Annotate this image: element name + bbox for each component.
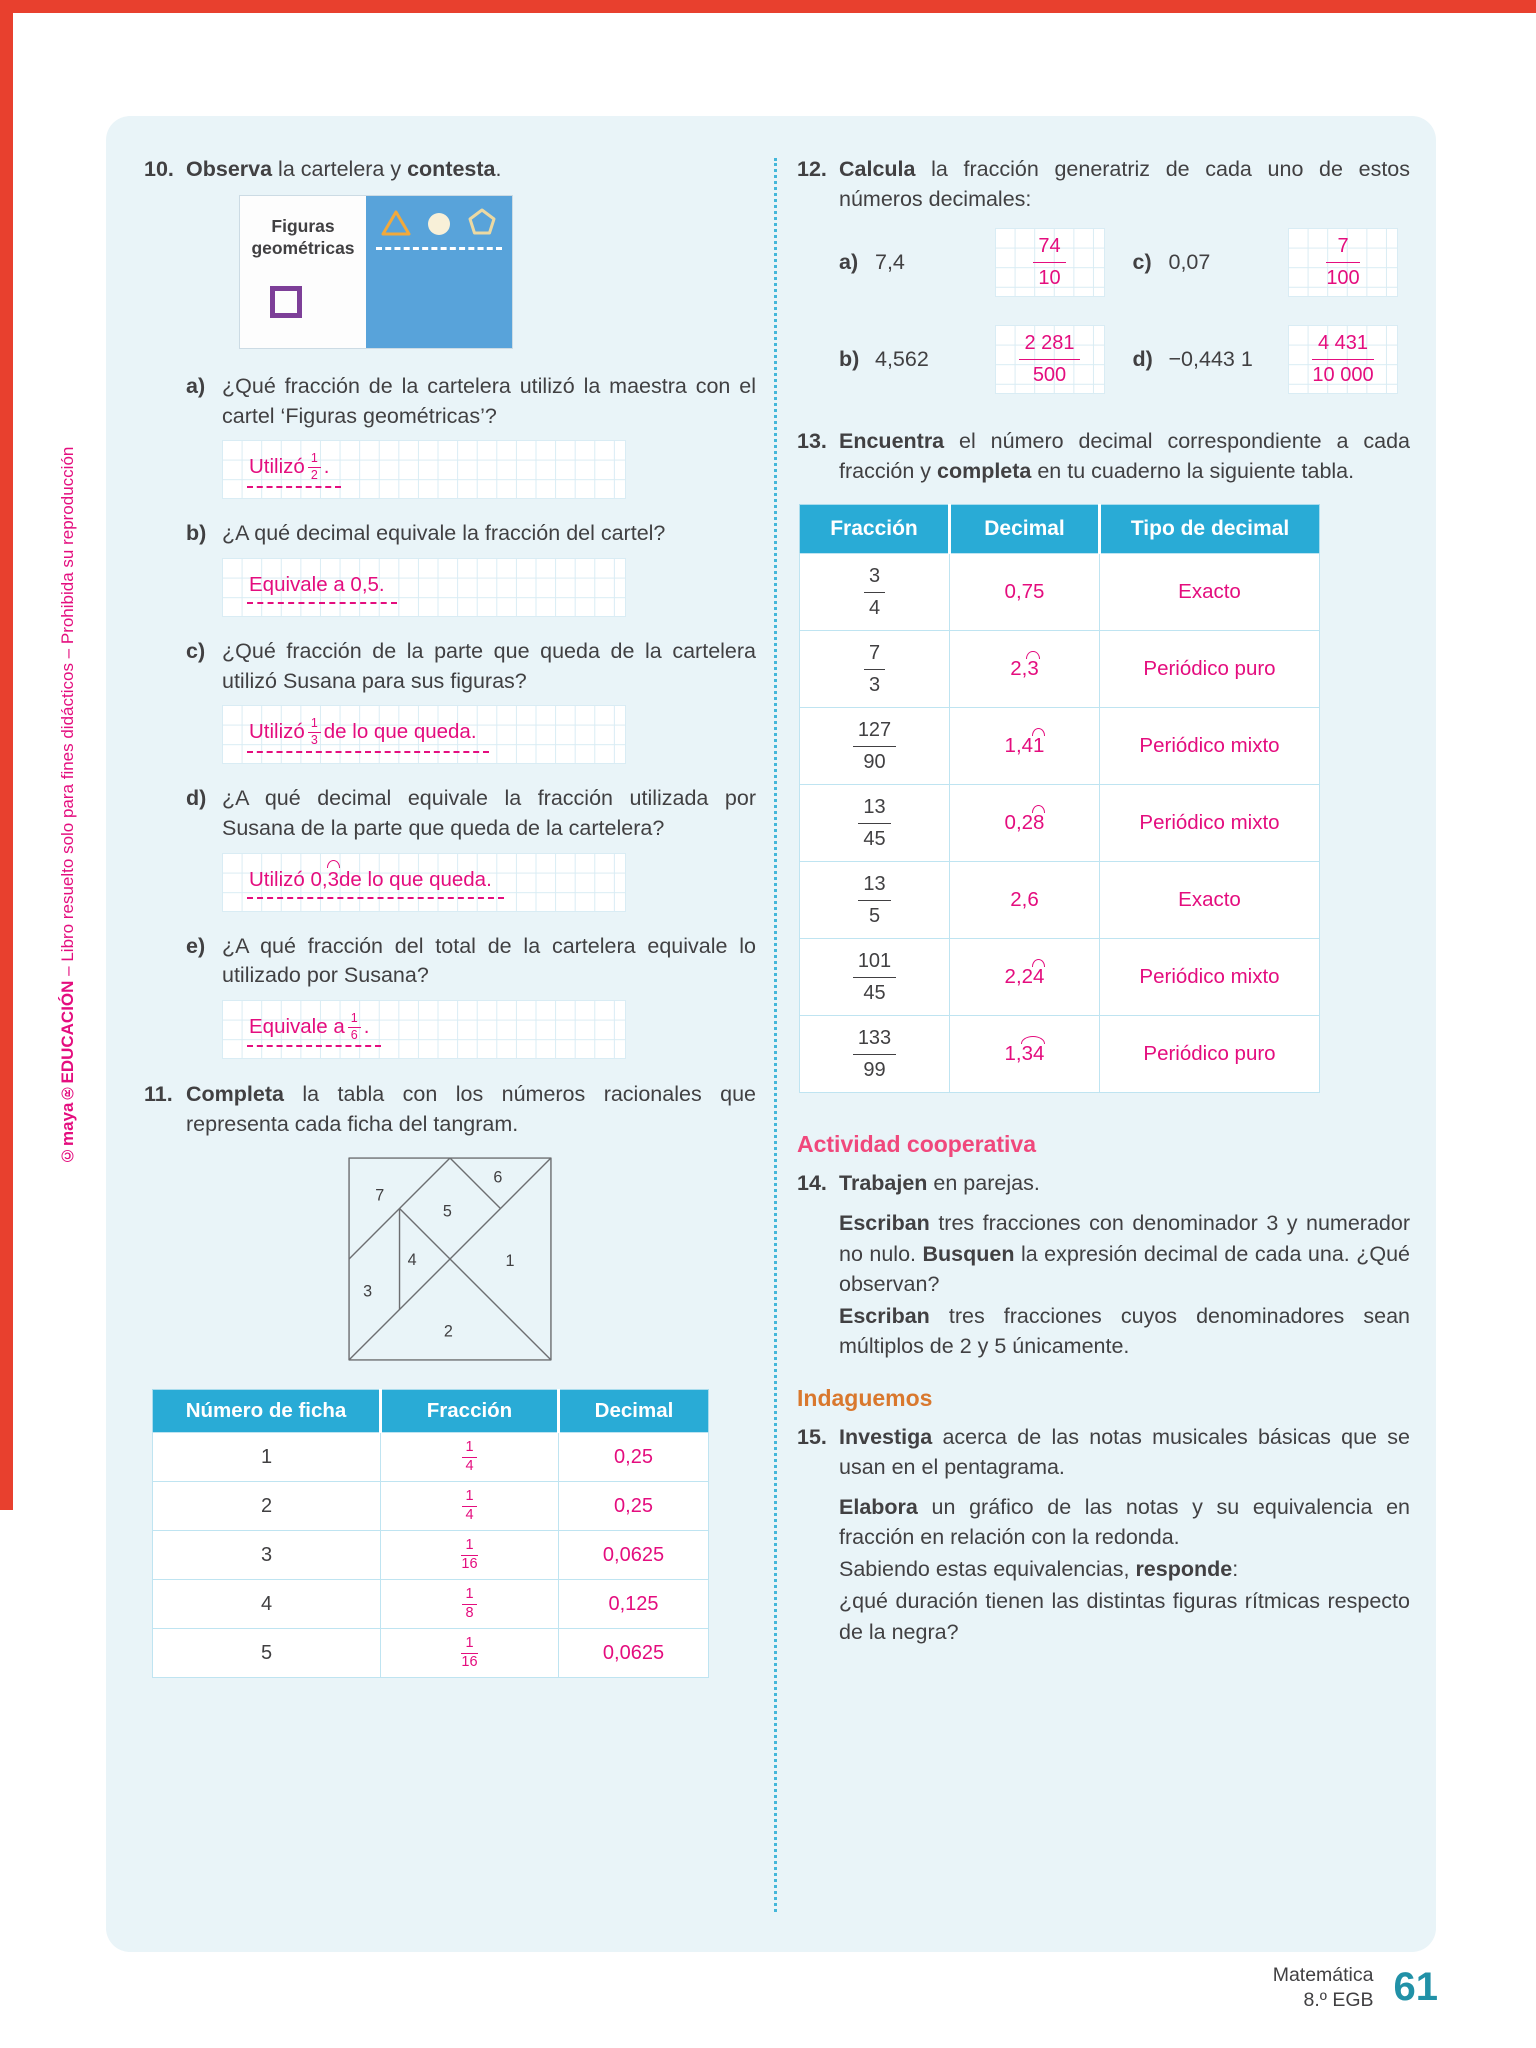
copyright-sidebar-text: ©maya®EDUCACIÓN – Libro resuelto solo para fines didácticos – Prohibida su reproducción [58,446,77,1165]
question-text: ¿Qué fracción de la parte que queda de la cartelera utilizó Susana para sus figuras? [222,639,756,693]
fraction-cell: $\frac{101}{45}$ [800,939,950,1016]
indaguemos-heading: Indaguemos [797,1384,933,1411]
table-row [800,554,1320,631]
decimal-cell: 0,25 [559,1482,709,1531]
decimal-cell: 0,0625 [559,1531,709,1580]
cartelera-figure [240,196,512,348]
ficha-cell: 1 [153,1433,381,1482]
part-a: a) ¿Qué fracción de la cartelera utilizó la maestra con el cartel ‘Figuras geométricas’? Utilizó 1 2 . [186,372,756,507]
card-title: Figuras geométricas [251,216,355,258]
fraction-box[interactable]: 74 10 [995,228,1105,297]
fraction-cell: $\frac{13}{5}$ [800,862,950,939]
decimal-cell: 1,34 [950,1016,1100,1093]
exercise-number: 11. [144,1082,173,1106]
decimal-value: 7,4 [875,250,905,275]
exercise-number: 12. [797,157,827,181]
exercise-intro: Observa la cartelera y contesta. [186,157,502,181]
answer-text: Equivale a 0,5. [247,571,397,604]
table-row [153,1629,709,1678]
decimal-cell: 1,41 [950,708,1100,785]
page-number: 61 [1393,1965,1438,2010]
footer-grade: 8.º EGB [1303,1988,1374,2011]
fraction-cell: $\frac{7}{3}$ [800,631,950,708]
answer-box[interactable] [222,853,626,912]
answer-box[interactable] [222,705,626,764]
exercise-intro: Completa la tabla con los números racionales que representa cada ficha del tangram. [186,1082,756,1137]
question-text: ¿A qué decimal equivale la fracción utilizada por Susana de la parte que queda de la cartelera? [222,786,756,841]
paragraph: ¿qué duración tienen las distintas figuras rítmicas respecto de la negra? [839,1589,1410,1644]
footer-subject: Matemática [1272,1964,1374,1987]
exercise-10 [144,154,756,1067]
ficha-cell: 3 [153,1531,381,1580]
part-c: c) ¿Qué fracción de la parte que queda de la cartelera utilizó Susana para sus figuras? Utilizó 1 3 de lo que queda. [186,637,756,772]
triangle-icon [381,209,411,237]
ficha-cell: 5 [153,1629,381,1678]
tangram-table [152,1389,709,1678]
question-text: ¿Qué fracción de la cartelera utilizó la maestra con el cartel ‘Figuras geométricas’? [222,374,756,428]
decimal-value: 4,562 [875,347,929,372]
ficha-cell: 4 [153,1580,381,1629]
page-footer [1273,1963,1438,2012]
paragraph: Escriban tres fracciones con denominador 3 y numerador no nulo. Busquen la expresión decimal de cada una. ¿Qué observan? [839,1211,1411,1296]
decimal-cell: 2,3 [950,631,1100,708]
tangram-label: 5 [442,1202,452,1221]
tipo-cell: Periódico mixto [1100,785,1320,862]
left-border [0,0,13,1510]
exercise-15-stem: 15. Investiga acerca de las notas musicales básicas que se usan en el pentagrama. [797,1422,1410,1482]
fraction-cell: $\frac{127}{90}$ [800,708,950,785]
square-icon [270,286,302,318]
exercise-number: 14. [797,1171,827,1196]
tipo-cell: Exacto [1100,862,1320,939]
tipo-cell: Exacto [1100,554,1320,631]
dashed-line [376,247,502,250]
paragraph: Elabora un gráfico de las notas y su equivalencia en fracción en relación con la redonda. [839,1495,1410,1550]
table-row [153,1531,709,1580]
part-d: d) ¿A qué decimal equivale la fracción utilizada por Susana de la parte que queda de la cartelera? Utilizó 0, 3 de lo que queda. [186,784,756,919]
tipo-cell: Periódico puro [1100,1016,1320,1093]
exercise-10-stem [144,154,756,184]
answer-text: Utilizó 1 2 . [247,452,341,488]
fraction-cell: $\frac{1}{4}$ [381,1433,559,1482]
tipo-cell: Periódico puro [1100,631,1320,708]
top-border [0,0,1536,13]
pentagon-icon [467,207,497,237]
column-header: Número de ficha [153,1390,381,1433]
tangram-figure [344,1153,556,1367]
tangram-label: 1 [505,1252,515,1271]
actividad-cooperativa-heading: Actividad cooperativa [797,1131,1037,1158]
fraction-box[interactable]: 4 431 10 000 [1288,325,1398,394]
decimal-cell: 2,6 [950,862,1100,939]
fraction-cell: $\frac{13}{45}$ [800,785,950,862]
exercise-14 [797,1168,1410,1361]
exercise-14-stem: 14. Trabajen en parejas. [797,1168,1410,1198]
answer-box[interactable] [222,558,626,617]
exercise-12-stem [797,154,1410,214]
column-divider [774,158,777,1912]
paragraph: Sabiendo estas equivalencias, responde: [839,1557,1239,1582]
answer-box[interactable] [222,440,626,499]
table-row [800,1016,1320,1093]
answer-text: Equivale a 1 6 . [247,1012,381,1048]
exercise-12 [797,154,1410,394]
fraction-cell: $\frac{1}{8}$ [381,1580,559,1629]
column-header: Fracción [381,1390,559,1433]
circle-icon [426,211,452,237]
tangram-label: 4 [407,1251,417,1270]
item-c: c) 0,07 7 100 [1133,228,1407,297]
shapes-row [366,205,512,237]
exercise-intro: Encuentra el número decimal correspondiente a cada fracción y completa en tu cuaderno la siguiente tabla. [839,429,1410,484]
right-column [797,154,1410,1922]
decimal-cell: 0,75 [950,554,1100,631]
table-header-row [800,505,1320,554]
table-header-row [153,1390,709,1433]
exercise-intro: Calcula la fracción generatriz de cada uno de estos números decimales: [839,157,1410,212]
table-row [800,785,1320,862]
tangram-label: 2 [443,1322,453,1341]
tangram-label: 6 [493,1168,503,1187]
table-row [800,939,1320,1016]
fraction-box[interactable]: 7 100 [1288,228,1398,297]
fraction-cell: $\frac{133}{99}$ [800,1016,950,1093]
answer-text: Utilizó 0, 3 de lo que queda. [247,866,504,899]
item-d: d) −0,443 1 4 431 10 000 [1133,325,1407,394]
tangram-label: 7 [375,1186,385,1205]
exercise-15 [797,1422,1410,1647]
part-e: e) ¿A qué fracción del total de la cartelera equivale lo utilizado por Susana? Equivale a 1 6 . [186,932,756,1067]
table-row [153,1482,709,1531]
table-row [153,1580,709,1629]
tipo-cell: Periódico mixto [1100,939,1320,1016]
fraction-cell: $\frac{1}{4}$ [381,1482,559,1531]
table-row [800,862,1320,939]
cartelera-blue-panel [366,196,512,348]
cartelera-white-panel [240,196,366,348]
table-row [153,1433,709,1482]
tipo-cell: Periódico mixto [1100,708,1320,785]
decimal-cell: 0,0625 [559,1629,709,1678]
answer-text: Utilizó 1 3 de lo que queda. [247,717,489,753]
fraction-box[interactable]: 2 281 500 [995,325,1105,394]
fraction-cell: $\frac{1}{16}$ [381,1531,559,1580]
decimal-value: 0,07 [1168,250,1211,275]
exercise-13-stem [797,426,1410,486]
item-a: a) 7,4 74 10 [839,228,1113,297]
fraction-cell: $\frac{1}{16}$ [381,1629,559,1678]
decimal-value: −0,443 1 [1168,347,1253,372]
decimal-cell: 0,28 [950,785,1100,862]
exercise-number: 15. [797,1424,827,1449]
exercise-number: 10. [144,157,174,181]
content-area [106,116,1436,1952]
decimal-cell: 0,25 [559,1433,709,1482]
tangram-label: 3 [363,1282,373,1301]
column-header: Decimal [950,505,1100,554]
column-header: Tipo de decimal [1100,505,1320,554]
exercise-11-stem [144,1079,756,1139]
exercise-13 [797,426,1410,1093]
part-b: b) ¿A qué decimal equivale la fracción del cartel? Equivale a 0,5. [186,519,756,625]
table-row [800,631,1320,708]
answer-box[interactable] [222,1000,626,1059]
footer-subject-grade [1273,1963,1374,2012]
exercise-number: 13. [797,429,827,454]
question-text: ¿A qué decimal equivale la fracción del cartel? [222,521,666,546]
fraction-cell: $\frac{3}{4}$ [800,554,950,631]
column-header: Fracción [800,505,950,554]
decimal-types-table [799,504,1320,1093]
paragraph: Escriban tres fracciones cuyos denominadores sean múltiplos de 2 y 5 únicamente. [839,1303,1410,1358]
ficha-cell: 2 [153,1482,381,1531]
question-text: ¿A qué fracción del total de la cartelera equivale lo utilizado por Susana? [222,933,756,988]
column-header: Decimal [559,1390,709,1433]
left-column [144,154,756,1922]
generatriz-items [839,228,1406,394]
decimal-cell: 2,24 [950,939,1100,1016]
decimal-cell: 0,125 [559,1580,709,1629]
item-b: b) 4,562 2 281 500 [839,325,1113,394]
table-row [800,708,1320,785]
exercise-11 [144,1079,756,1678]
